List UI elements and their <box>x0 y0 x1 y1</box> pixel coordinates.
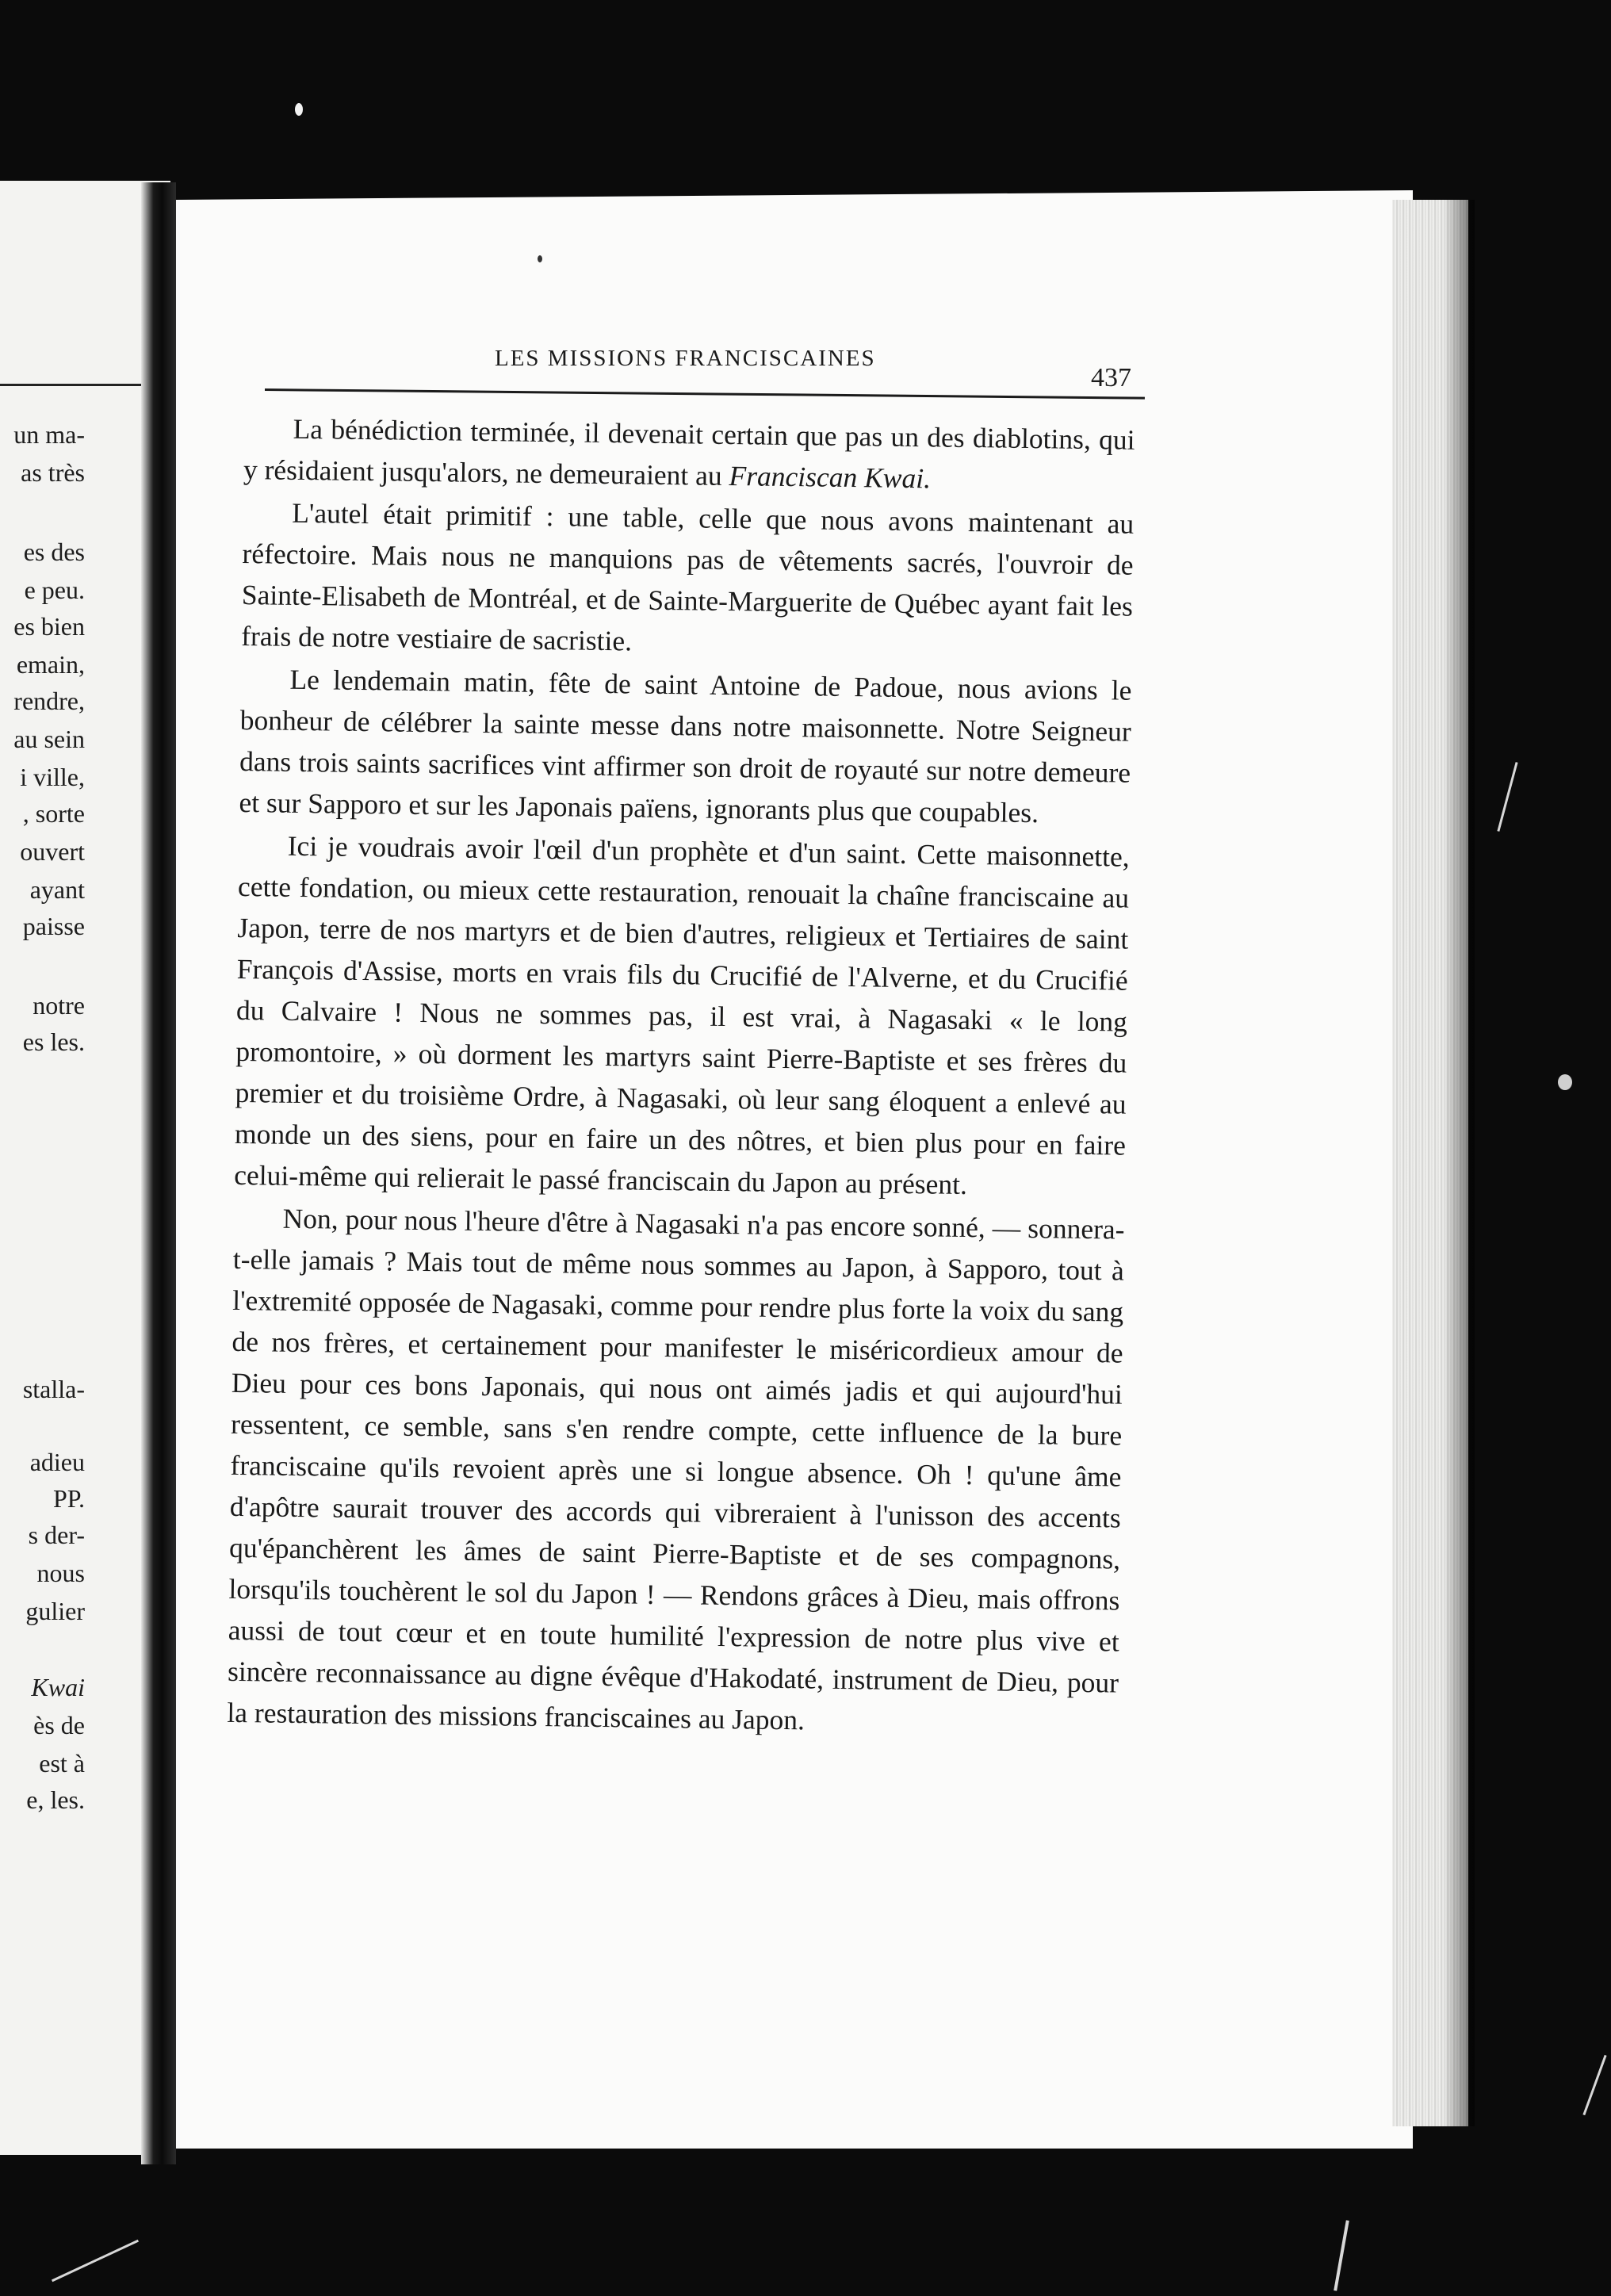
left-line: au sein <box>13 725 85 753</box>
left-line: ouvert <box>20 837 85 866</box>
left-line: ès de <box>33 1711 85 1739</box>
left-line: es bien <box>13 612 85 641</box>
left-line: PP. <box>52 1484 85 1513</box>
left-line: e, les. <box>26 1785 85 1814</box>
left-line: paisse <box>22 912 85 940</box>
left-line: nous <box>36 1559 85 1587</box>
left-line: notre <box>33 991 85 1020</box>
dust-speck <box>295 103 303 116</box>
left-line: est à <box>39 1749 85 1777</box>
left-line: gulier <box>25 1597 85 1625</box>
left-line: rendre, <box>13 687 85 715</box>
paragraph: Le lendemain matin, fête de saint Antoine de Padoue, nous avions le bonheur de célébrer la sainte messe dans notre maisonnette. Notre Seigneur dans trois saints sacrifices vint affirmer son droit de royauté sur notre demeure et sur Sapporo et sur les Japonais païens, ignorants plus que coupables. <box>239 663 1132 829</box>
left-line: , sorte <box>22 799 85 828</box>
left-line: es les. <box>22 1027 85 1056</box>
book-gutter <box>141 182 176 2164</box>
ink-speck <box>538 255 542 262</box>
body-text <box>227 408 1135 1747</box>
left-line: emain, <box>16 650 85 679</box>
left-line: adieu <box>29 1448 85 1476</box>
left-line: es des <box>23 538 85 566</box>
paragraph-text: La bénédiction terminée, il devenait certain que pas un des diablotins, qui y résidaient jusqu'alors, ne demeuraient au <box>243 412 1135 492</box>
left-line: stalla- <box>22 1375 85 1403</box>
paragraph: Non, pour nous l'heure d'être à Nagasaki n'a pas encore sonné, — sonnera-t-elle jamais ? Mais tout de même nous sommes au Japon, à Sapporo, tout à l'extremité opposée de Nagasaki, comme pour rendre plus forte la voix du sang de nos frères, et certainement pour manifester le miséricordieux amour de Dieu pour ces bons Japonais, qui nous ont aimés jadis et qui aujourd'hui ressentent, ce semble, sans s'en rendre compte, cette influence de la bure franciscaine qu'ils revoient après une si longue absence. Oh ! qu'une âme d'apôtre saurait trouver des accords qui vibreraient à l'unisson des accents qu'épanchèrent les âmes de saint Pierre-Baptiste et de ses compagnons, lorsqu'ils touchèrent le sol du Japon ! — Rendons grâces à Dieu, mais offrons aussi de tout cœur et en toute humilité l'expression de notre plus vive et sincère reconnaissance au digne évêque d'Hakodaté, instrument de Dieu, pour la restauration des missions franciscaines au Japon. <box>227 1202 1125 1736</box>
left-line: Kwai <box>31 1673 85 1701</box>
page-number: 437 <box>1091 363 1131 392</box>
italic-text: Franciscan Kwai. <box>729 460 932 495</box>
left-line: ayant <box>29 875 85 904</box>
left-line: as très <box>21 458 85 487</box>
paragraph: L'autel était primitif : une table, celle que nous avons maintenant au réfectoire. Mais nous ne manquions pas de vêtements sacrés, l'ouvroir de Sainte-Elisabeth de Montréal, et de Sainte-Marguerite de Québec ayant fait les frais de notre vestiaire de sacristie. <box>240 496 1135 657</box>
dust-speck <box>1558 1074 1572 1090</box>
left-header-rule <box>0 384 143 386</box>
left-line: un ma- <box>13 420 85 449</box>
left-line: e peu. <box>24 576 85 604</box>
paragraph: Ici je voudrais avoir l'œil d'un prophète et d'un saint. Cette maisonnette, cette fondation, ou mieux cette restauration, renouait la chaîne franciscaine au Japon, terre de nos martyrs et de bien d'autres, religieux et Tertiaires de saint François d'Assise, morts en vrais fils du Crucifié de l'Alverne, et du Crucifié du Calvaire ! Nous ne sommes pas, il est vrai, à Nagasaki « le long promontoire, » où dorment les martyrs saint Pierre-Baptiste et ses frères du premier et du troisième Ordre, à Nagasaki, où leur sang éloquent a enlevé au monde un des siens, pour en faire un des nôtres, et bien plus pour en faire celui-même qui relierait le passé franciscain du Japon au présent. <box>234 829 1130 1201</box>
running-head: LES MISSIONS FRANCISCAINES <box>495 346 876 371</box>
page-edges-shadow <box>1443 200 1475 2126</box>
paragraph <box>243 408 1135 502</box>
left-line: i ville, <box>20 763 85 791</box>
left-line: s der- <box>28 1521 85 1549</box>
